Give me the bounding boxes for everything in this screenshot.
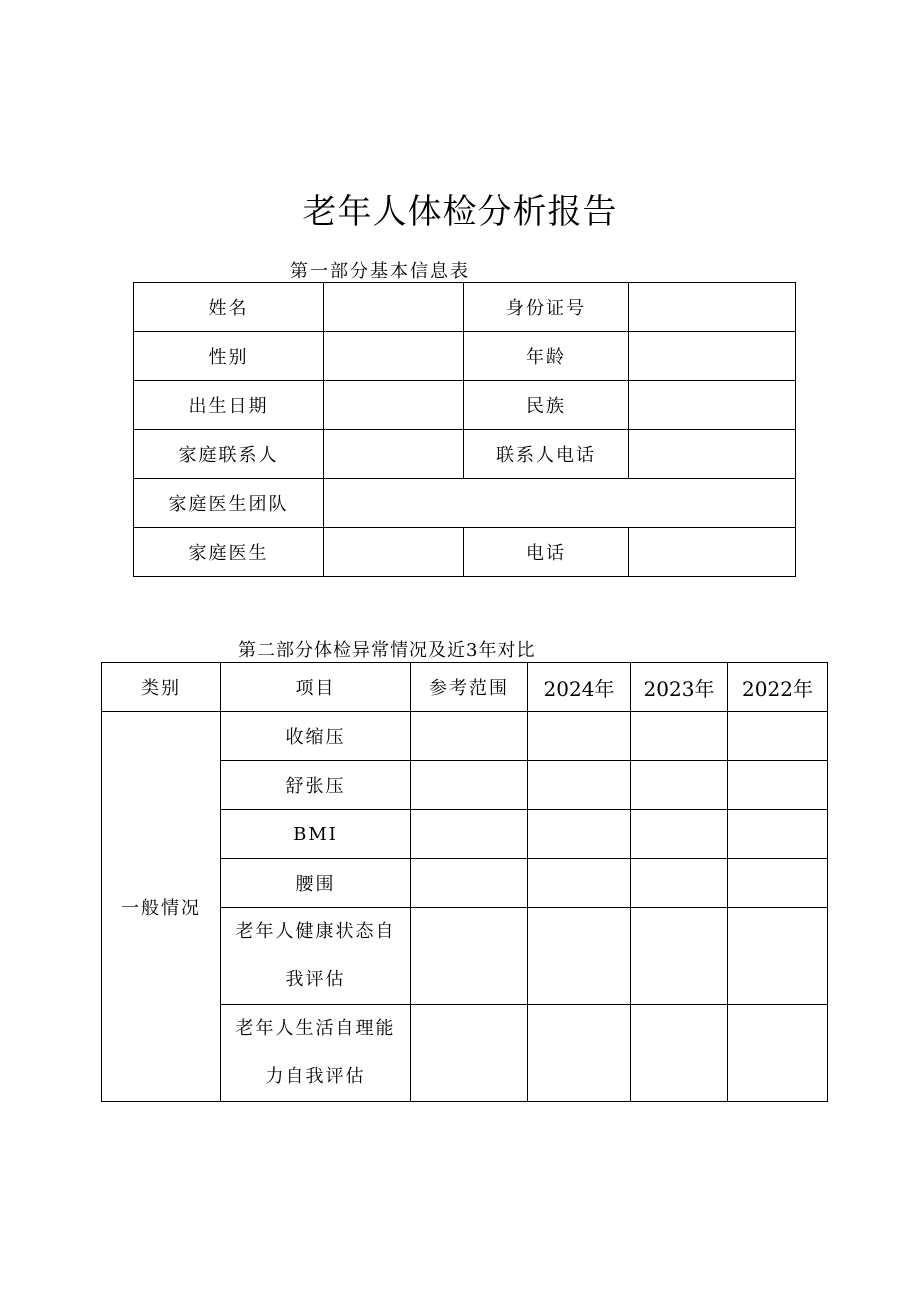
cell-2022[interactable] (728, 859, 828, 908)
label-phone: 电话 (464, 528, 629, 577)
cell-2024[interactable] (528, 1005, 631, 1102)
label-contact-phone: 联系人电话 (464, 430, 629, 479)
cell-reference[interactable] (411, 1005, 528, 1102)
cell-2024[interactable] (528, 859, 631, 908)
section2-heading: 第二部分体检异常情况及近3年对比 (238, 640, 536, 661)
header-reference-range: 参考范围 (411, 663, 528, 712)
label-age: 年龄 (464, 332, 629, 381)
table-row (134, 283, 796, 332)
value-phone[interactable] (629, 528, 796, 577)
table-row (134, 479, 796, 528)
item-self-care-assessment-text: 老年人生活自理能力自我评估 (235, 1018, 396, 1087)
cell-2024[interactable] (528, 712, 631, 761)
label-birth-date: 出生日期 (134, 381, 324, 430)
cell-reference[interactable] (411, 810, 528, 859)
item-systolic: 收缩压 (221, 712, 411, 761)
value-gender[interactable] (324, 332, 464, 381)
cell-2023[interactable] (631, 859, 728, 908)
category-general: 一般情况 (102, 712, 221, 1102)
section1-heading: 第一部分基本信息表 (290, 261, 470, 282)
item-bmi: BMI (221, 810, 411, 859)
header-year-2022: 2022年 (728, 663, 828, 712)
cell-2023[interactable] (631, 908, 728, 1005)
value-family-contact[interactable] (324, 430, 464, 479)
value-id-number[interactable] (629, 283, 796, 332)
value-contact-phone[interactable] (629, 430, 796, 479)
cell-reference[interactable] (411, 908, 528, 1005)
table-row (134, 528, 796, 577)
cell-2024[interactable] (528, 761, 631, 810)
cell-reference[interactable] (411, 761, 528, 810)
table-row (134, 332, 796, 381)
label-family-doctor-team: 家庭医生团队 (134, 479, 324, 528)
value-family-doctor-team[interactable] (324, 479, 796, 528)
page-title: 老年人体检分析报告 (302, 192, 618, 232)
table-row (102, 712, 828, 761)
header-year-2024: 2024年 (528, 663, 631, 712)
cell-2022[interactable] (728, 810, 828, 859)
cell-reference[interactable] (411, 859, 528, 908)
item-waist: 腰围 (221, 859, 411, 908)
cell-2023[interactable] (631, 1005, 728, 1102)
label-family-contact: 家庭联系人 (134, 430, 324, 479)
label-name: 姓名 (134, 283, 324, 332)
cell-2024[interactable] (528, 908, 631, 1005)
basic-info-table (133, 282, 796, 577)
label-gender: 性别 (134, 332, 324, 381)
label-ethnicity: 民族 (464, 381, 629, 430)
value-family-doctor[interactable] (324, 528, 464, 577)
cell-2023[interactable] (631, 810, 728, 859)
label-id-number: 身份证号 (464, 283, 629, 332)
table-row (134, 430, 796, 479)
item-health-self-assessment-text: 老年人健康状态自我评估 (235, 921, 396, 990)
header-item: 项目 (221, 663, 411, 712)
table-row (134, 381, 796, 430)
cell-2022[interactable] (728, 908, 828, 1005)
cell-2023[interactable] (631, 712, 728, 761)
exam-comparison-table (101, 662, 828, 1102)
cell-reference[interactable] (411, 712, 528, 761)
item-health-self-assessment (221, 908, 411, 1005)
label-family-doctor: 家庭医生 (134, 528, 324, 577)
header-category: 类别 (102, 663, 221, 712)
header-year-2023: 2023年 (631, 663, 728, 712)
cell-2023[interactable] (631, 761, 728, 810)
table-header-row (102, 663, 828, 712)
cell-2022[interactable] (728, 1005, 828, 1102)
cell-2022[interactable] (728, 761, 828, 810)
value-name[interactable] (324, 283, 464, 332)
value-ethnicity[interactable] (629, 381, 796, 430)
item-diastolic: 舒张压 (221, 761, 411, 810)
value-birth-date[interactable] (324, 381, 464, 430)
item-self-care-assessment (221, 1005, 411, 1102)
value-age[interactable] (629, 332, 796, 381)
cell-2024[interactable] (528, 810, 631, 859)
cell-2022[interactable] (728, 712, 828, 761)
